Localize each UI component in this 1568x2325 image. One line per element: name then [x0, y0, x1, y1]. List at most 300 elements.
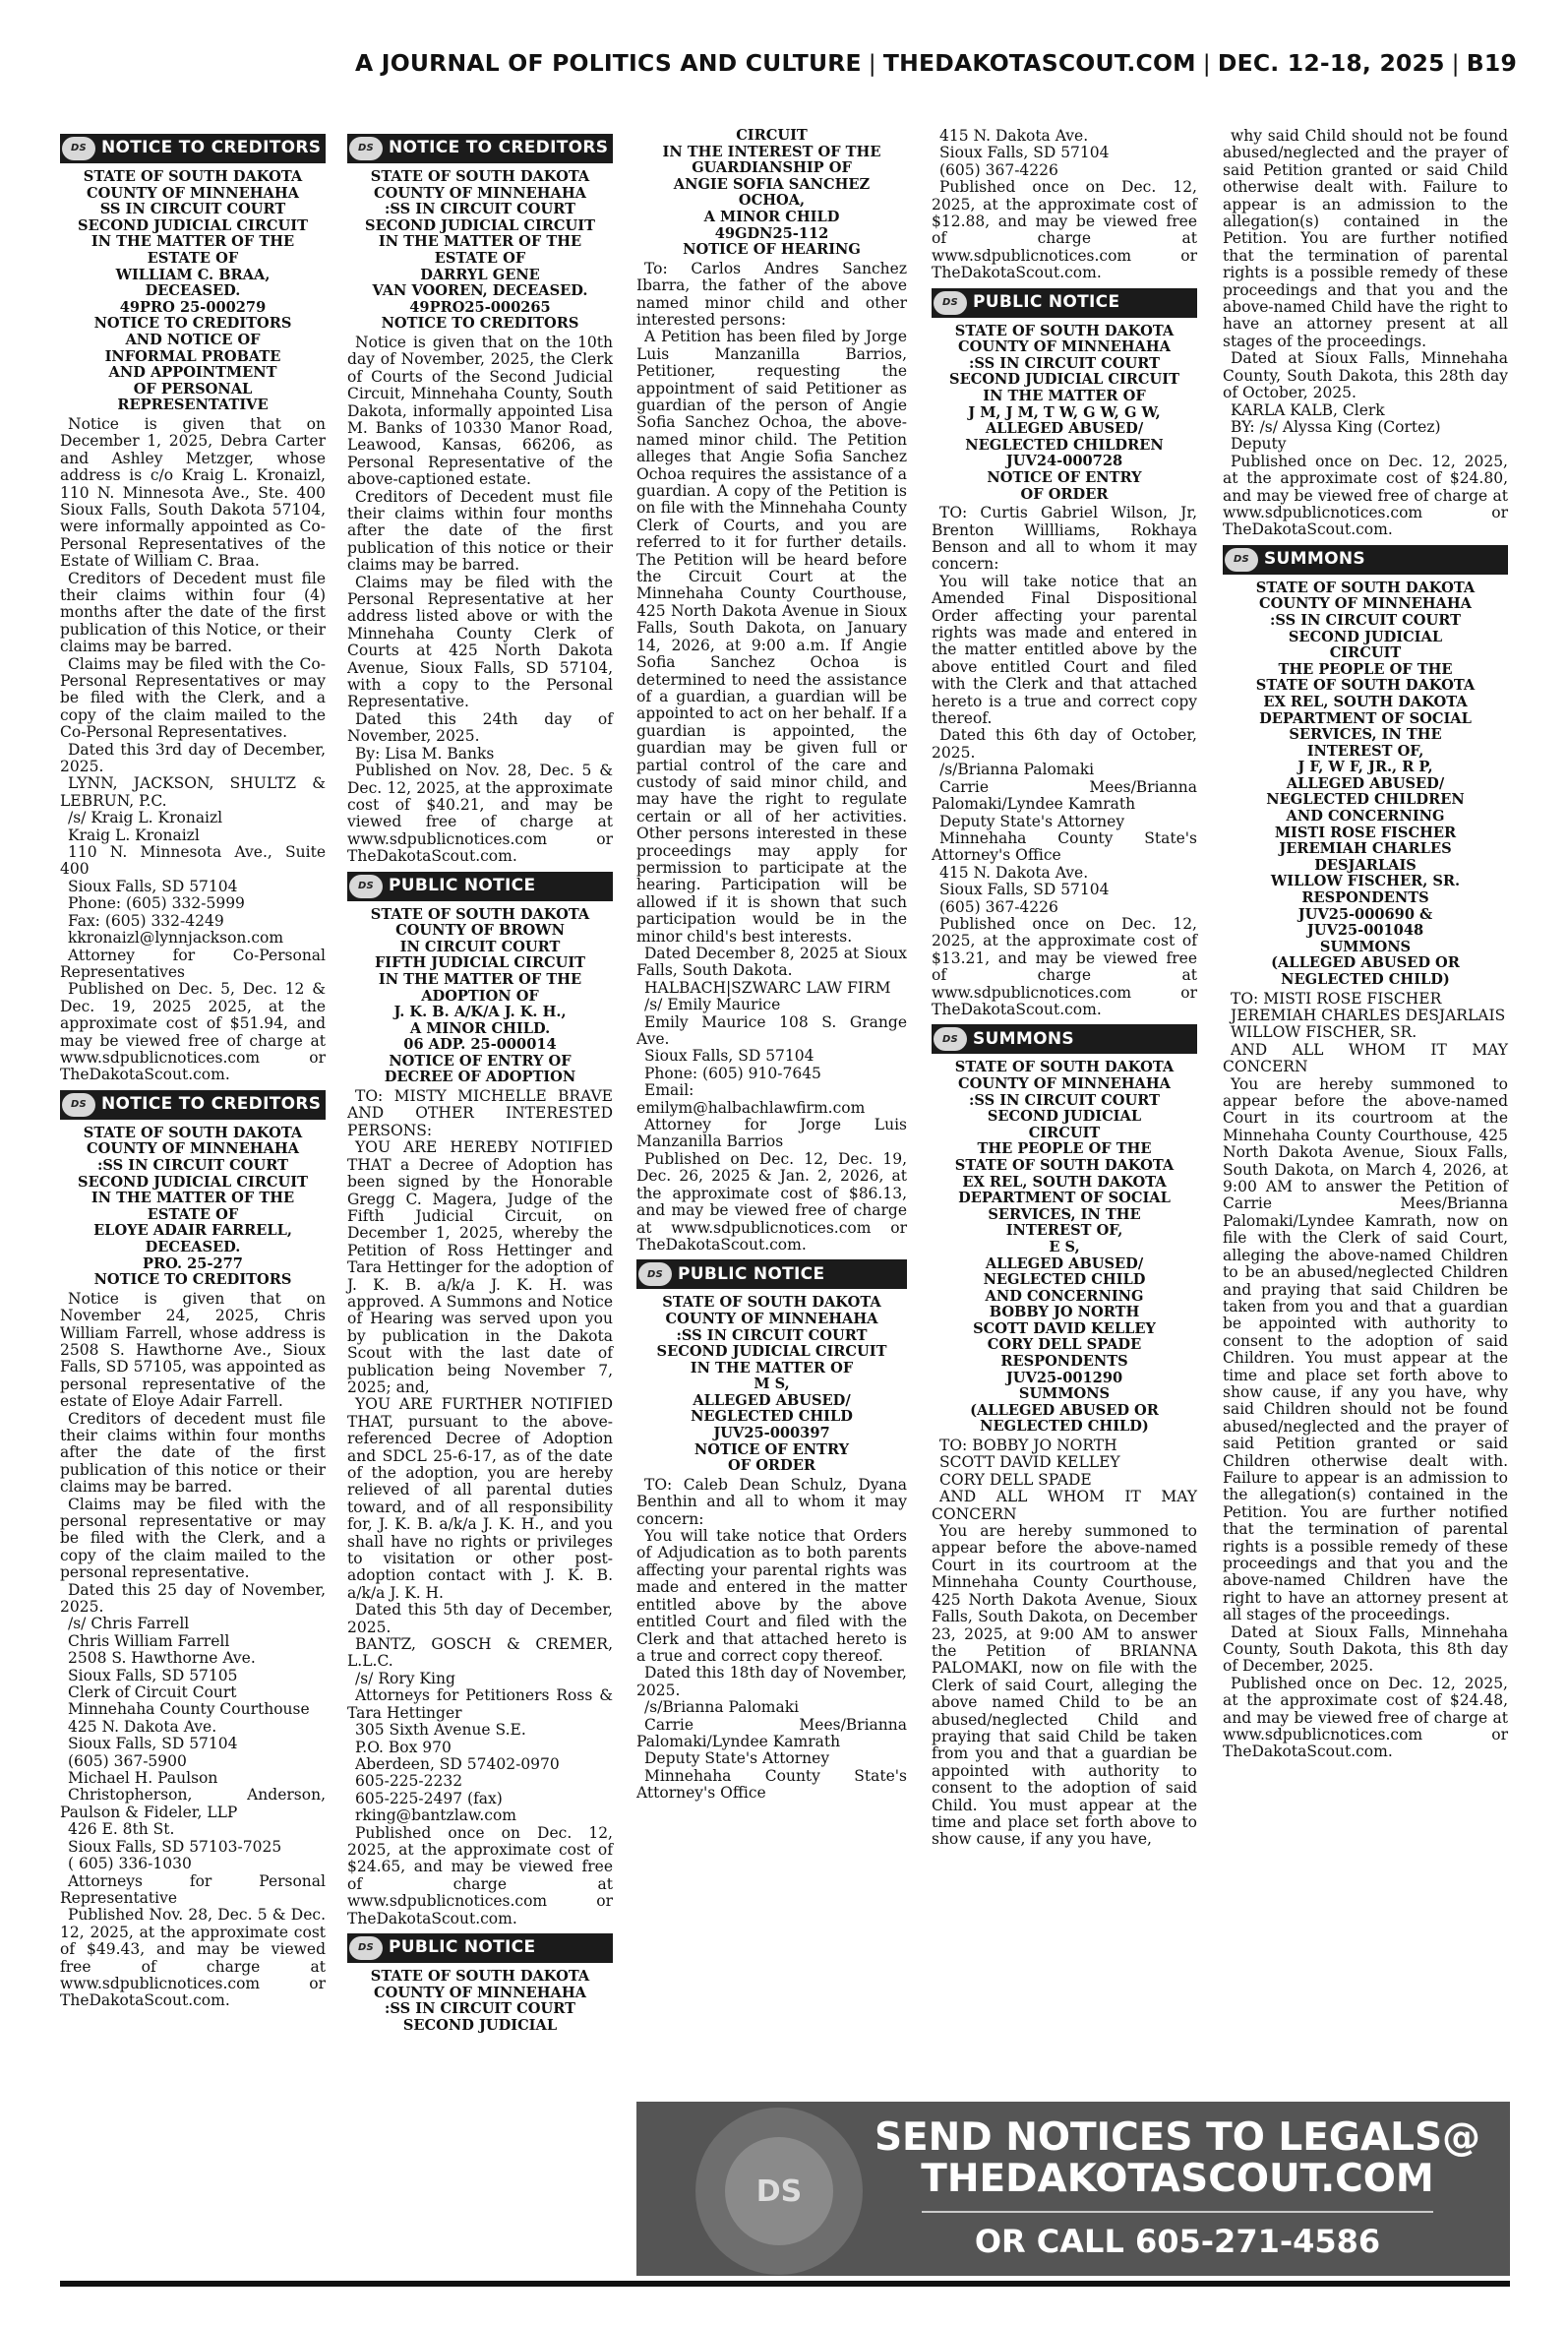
notice-paragraph: Minnehaha County State's Attorney's Office	[636, 1766, 907, 1803]
heading-line: OF PERSONAL	[133, 380, 253, 398]
heading-line: GUARDIANSHIP OF	[692, 159, 852, 177]
notice-paragraph: YOU ARE HEREBY NOTIFIED THAT a Decree of Adoption has been signed by the Honorable Gregg C. Magera, Judge of the Fifth Judicial Circuit, on December 1, 2025, whereby the Petition of Ross Hettinger and Tara Hettinger for the adoption of J. K. B. a/k/a J. K. H. was approved. A Summons and Notice of Hearing was served upon you by publication in the Dakota Scout with the last date of publication being November 7, 2025; and,	[347, 1138, 613, 1396]
heading-line: STATE OF SOUTH DAKOTA	[954, 322, 1175, 339]
heading-line: J M, J M, T W, G W, G W,	[968, 403, 1161, 421]
heading-line: :SS IN CIRCUIT COURT	[969, 354, 1160, 372]
notice-paragraph: Published once on Dec. 12, 2025, at the approximate cost of $24.80, and may be viewed free of charge at www.sdpublicnotices.com or TheDakotaScout.com.	[1223, 452, 1508, 539]
notice-paragraph: TO: MISTI ROSE FISCHER	[1231, 989, 1442, 1008]
heading-line: SCOTT DAVID KELLEY	[973, 1319, 1156, 1337]
journal-title: A JOURNAL OF POLITICS AND CULTURE	[355, 49, 862, 77]
notice-category-label: SUMMONS	[973, 1028, 1074, 1049]
dakota-scout-emblem-icon: DS	[349, 137, 383, 160]
heading-line: COUNTY OF BROWN	[395, 922, 565, 940]
column-4	[932, 127, 1197, 1849]
heading-line: :SS IN CIRCUIT COURT	[969, 1091, 1160, 1109]
notice-category-label: SUMMONS	[1264, 549, 1365, 570]
heading-line: STATE OF SOUTH DAKOTA	[370, 1967, 590, 1985]
notice-paragraph: Deputy State's Attorney	[939, 812, 1125, 830]
heading-line: OCHOA,	[738, 192, 806, 210]
notice-paragraph: Minnehaha County State's Attorney's Office	[932, 828, 1197, 865]
heading-line: SECOND JUDICIAL	[402, 2016, 558, 2034]
notice-paragraph: /s/ Emily Maurice	[644, 996, 781, 1014]
heading-line: STATE OF SOUTH DAKOTA	[370, 168, 590, 185]
notice-paragraph: Dated this 6th day of October, 2025.	[932, 726, 1197, 762]
notice-paragraph: Minnehaha County Courthouse	[68, 1700, 310, 1719]
heading-line: EX REL, SOUTH DAKOTA	[1263, 693, 1468, 710]
heading-line: 49PRO25-000265	[409, 298, 551, 316]
heading-line: SECOND JUDICIAL CIRCUIT	[365, 216, 595, 234]
notice-category-bar	[60, 134, 326, 163]
legal-notice	[636, 128, 907, 1254]
notice-paragraph: JEREMIAH CHARLES DESJARLAIS	[1231, 1007, 1506, 1024]
notice-paragraph: ( 605) 336-1030	[68, 1855, 192, 1873]
heading-line: THE PEOPLE OF THE	[1278, 660, 1453, 678]
heading-line: SECOND JUDICIAL CIRCUIT	[78, 1173, 308, 1191]
notice-body	[636, 261, 907, 1254]
heading-line: IN THE INTEREST OF THE	[662, 143, 881, 160]
notice-paragraph: Sioux Falls, SD 57105	[68, 1666, 238, 1684]
bottom-rule	[60, 2281, 1510, 2287]
heading-line: COUNTY OF MINNEHAHA	[374, 184, 586, 202]
notice-paragraph: Dated December 8, 2025 at Sioux Falls, South Dakota.	[636, 945, 907, 980]
notice-paragraph: 426 E. 8th St.	[68, 1820, 175, 1839]
heading-line: ESTATE OF	[434, 249, 526, 267]
notice-paragraph: Published once on Dec. 12, 2025, at the approximate cost of $24.48, and may be viewed free of charge at www.sdpublicnotices.com or TheDakotaScout.com.	[1223, 1674, 1508, 1761]
legal-notice	[932, 1024, 1197, 1848]
notice-heading	[636, 128, 907, 259]
heading-line: ALLEGED ABUSED/	[693, 1391, 851, 1409]
heading-line: STATE OF SOUTH DAKOTA	[954, 1059, 1175, 1076]
notice-paragraph: Published Nov. 28, Dec. 5 & Dec. 12, 2025, at the approximate cost of $49.43, and may be viewed free of charge at www.sdpublicnotices.com or TheDakotaScout.com.	[60, 1906, 326, 2010]
legal-notice	[1223, 128, 1508, 539]
notice-paragraph: Creditors of Decedent must file their claims within four (4) months after the date of the first publication of this Notice, or their claims may be barred.	[60, 569, 326, 656]
notice-paragraph: 2508 S. Hawthorne Ave.	[68, 1649, 256, 1668]
dakota-scout-emblem-icon: DS	[1225, 548, 1258, 572]
notice-paragraph: Published once on Dec. 12, 2025, at the approximate cost of $12.88, and may be viewed free of charge at www.sdpublicnotices.com or TheDakotaScout.com.	[932, 178, 1197, 282]
notice-heading	[347, 907, 613, 1087]
notice-category-label: NOTICE TO CREDITORS	[101, 138, 322, 158]
heading-line: IN CIRCUIT COURT	[399, 938, 561, 955]
heading-line: IN THE MATTER OF THE	[378, 233, 582, 251]
notice-paragraph: Published once on Dec. 12, 2025, at the approximate cost of $13.21, and may be viewed free of charge at www.sdpublicnotices.com or TheDakotaScout.com.	[932, 914, 1197, 1018]
notice-paragraph: Attorneys for Petitioners Ross & Tara Hettinger	[347, 1686, 613, 1722]
heading-line: SECOND JUDICIAL	[1288, 628, 1443, 645]
heading-line: ALLEGED ABUSED/	[985, 420, 1144, 438]
notice-paragraph: 110 N. Minnesota Ave., Suite 400	[60, 843, 326, 879]
heading-line: COUNTY OF MINNEHAHA	[665, 1310, 878, 1327]
heading-line: MISTI ROSE FISCHER	[1274, 824, 1457, 841]
legal-notice	[636, 1259, 907, 1802]
heading-line: IN THE MATTER OF	[690, 1359, 854, 1377]
notice-paragraph: Claims may be filed with the Personal Representative at her address listed above or with the Minnehaha County Clerk of Courts at 425 North Dakota Avenue, Sioux Falls, SD 57104, with a copy to the Personal Representative.	[347, 573, 613, 711]
notice-paragraph: Attorneys for Personal Representative	[60, 1871, 326, 1907]
heading-line: JUV25-001290	[1005, 1369, 1123, 1386]
heading-line: IN THE MATTER OF THE	[90, 233, 295, 251]
notice-heading	[60, 1126, 326, 1289]
header-separator: |	[1202, 49, 1211, 77]
heading-line: NEGLECTED CHILD	[691, 1408, 853, 1426]
notice-paragraph: /s/Brianna Palomaki	[644, 1698, 800, 1717]
heading-line: 49GDN25-112	[714, 224, 829, 242]
heading-line: ELOYE ADAIR FARRELL,	[93, 1222, 292, 1240]
notice-paragraph: Dated at Sioux Falls, Minnehaha County, South Dakota, this 8th day of December, 2025.	[1223, 1622, 1508, 1676]
heading-line: STATE OF SOUTH DAKOTA	[1255, 579, 1476, 596]
notice-paragraph: Sioux Falls, SD 57104	[939, 881, 1110, 899]
legal-notice	[932, 128, 1197, 282]
notice-heading	[60, 169, 326, 414]
dakota-scout-emblem-icon: DS	[349, 1936, 383, 1960]
heading-line: JUV24-000728	[1005, 453, 1123, 470]
notice-heading	[347, 1969, 613, 2034]
notice-paragraph: Carrie Mees/Brianna Palomaki/Lyndee Kamrath	[932, 777, 1197, 814]
heading-line: J F, W F, JR., R P,	[1297, 759, 1433, 776]
heading-line: AND CONCERNING	[985, 1287, 1144, 1305]
heading-line: ALLEGED ABUSED/	[1286, 774, 1445, 792]
notice-paragraph: TO: Caleb Dean Schulz, Dyana Benthin and all to whom it may concern:	[636, 1475, 907, 1528]
heading-line: JUV25-000690 &	[1297, 905, 1433, 923]
notice-paragraph: 425 N. Dakota Ave.	[68, 1717, 217, 1736]
heading-line: IN THE MATTER OF THE	[90, 1190, 295, 1207]
heading-line: CIRCUIT	[736, 127, 808, 144]
heading-line: :SS IN CIRCUIT COURT	[676, 1326, 868, 1344]
notice-paragraph: Published on Dec. 5, Dec. 12 & Dec. 19, 2025 2025, at the approximate cost of $51.94, and may be viewed free of charge at www.sdpublicnotices.com or TheDakotaScout.com.	[60, 980, 326, 1084]
heading-line: ANGIE SOFIA SANCHEZ	[673, 175, 871, 193]
site-name: THEDAKOTASCOUT.COM	[882, 49, 1196, 77]
legal-notice	[932, 288, 1197, 1019]
notice-paragraph: Claims may be filed with the Co-Personal Representatives or may be filed with the Clerk, and a copy of the claim mailed to the Co-Personal Representatives.	[60, 654, 326, 742]
legal-notice	[347, 872, 613, 1927]
dakota-scout-emblem-icon: DS	[934, 1027, 967, 1051]
notice-paragraph: Fax: (605) 332-4249	[68, 911, 224, 930]
heading-line: NOTICE TO CREDITORS	[381, 315, 579, 333]
heading-line: ADOPTION OF	[421, 987, 539, 1005]
notice-body	[932, 128, 1197, 282]
notice-body	[636, 1477, 907, 1803]
notice-paragraph: To: Carlos Andres Sanchez Ibarra, the father of the above named minor child and other interested persons:	[636, 259, 907, 329]
heading-line: INTEREST OF,	[1306, 742, 1424, 760]
notice-paragraph: You are hereby summoned to appear before the above-named Court in its courtroom at the Minnehaha County Courthouse, 425 North Dakota Avenue, Sioux Falls, South Dakota, on March 4, 2026, at 9:00 AM to answer the Petition of Carrie Mees/Brianna Palomaki/Lyndee Kamrath, now on file with the Clerk of said Court, alleging the above-named Children to be an abused/neglected Children and praying that said Children be taken from you and that a guardian be appointed with authority to consent to the adoption of said Children. You must appear at the time and place set forth above to show cause, if any you have, why said Children should not be found abused/neglected and the prayer of said Petition granted or said Children otherwise dealt with. Failure to appear is an admission to the allegation(s) contained in the Petition. You are further notified that the termination of parental rights is a possible remedy of these proceedings and that you and the above-named Children have the right to have an attorney present at all stages of the proceedings.	[1223, 1074, 1508, 1624]
notice-paragraph: Notice is given that on the 10th day of November, 2025, the Clerk of Courts of the Second Judicial Circuit, Minnehaha County, South Dakota, informally appointed Lisa M. Banks of 10330 Manor Road, Leawood, Kansas, 66206, as Personal Representative of the above-captioned estate.	[347, 333, 613, 489]
heading-line: M S,	[754, 1376, 790, 1393]
heading-line: JUV25-000397	[713, 1425, 830, 1442]
heading-line: ALLEGED ABUSED/	[985, 1254, 1144, 1272]
heading-line: DEPARTMENT OF SOCIAL	[1259, 709, 1472, 727]
notice-paragraph: Dated this 3rd day of December, 2025.	[60, 740, 326, 776]
heading-line: NOTICE TO CREDITORS	[93, 1271, 292, 1289]
heading-line: NOTICE OF ENTRY	[694, 1440, 850, 1458]
notice-paragraph: Sioux Falls, SD 57104	[68, 877, 238, 895]
heading-line: WILLOW FISCHER, SR.	[1270, 873, 1461, 890]
notice-heading	[932, 324, 1197, 504]
notice-category-bar	[60, 1090, 326, 1120]
heading-line: NOTICE TO CREDITORS	[93, 315, 292, 333]
notice-paragraph: Published on Nov. 28, Dec. 5 & Dec. 12, 2025, at the approximate cost of $40.21, and may be viewed free of charge at www.sdpublicnotices.com or TheDakotaScout.com.	[347, 762, 613, 866]
logo-mark: DS	[725, 2137, 833, 2245]
notice-paragraph: Dated this 24th day of November, 2025.	[347, 709, 613, 746]
heading-line: DECREE OF ADOPTION	[384, 1069, 576, 1086]
heading-line: SS IN CIRCUIT COURT	[99, 201, 286, 218]
heading-line: COUNTY OF MINNEHAHA	[958, 338, 1171, 356]
legal-notice	[60, 1090, 326, 2010]
heading-line: AND CONCERNING	[1286, 808, 1445, 826]
heading-line: PRO. 25-277	[143, 1254, 243, 1272]
heading-line: CIRCUIT	[1329, 644, 1402, 662]
heading-line: 49PRO 25-000279	[119, 298, 267, 316]
notice-heading	[347, 169, 613, 333]
notice-paragraph: (605) 367-5900	[68, 1751, 187, 1770]
heading-line: CORY DELL SPADE	[987, 1336, 1142, 1354]
heading-line: SECOND JUDICIAL CIRCUIT	[949, 371, 1179, 389]
notice-paragraph: 415 N. Dakota Ave.	[939, 127, 1089, 145]
heading-line: DEPARTMENT OF SOCIAL	[958, 1190, 1171, 1207]
notice-paragraph: Attorney for Jorge Luis Manzanilla Barrios	[636, 1116, 907, 1151]
notice-paragraph: rking@bantzlaw.com	[355, 1806, 516, 1825]
heading-line: JEREMIAH CHARLES	[1279, 840, 1452, 858]
notice-category-bar	[636, 1259, 907, 1289]
notice-category-label: PUBLIC NOTICE	[678, 1263, 825, 1284]
banner-phone-line: OR CALL 605-271-4586	[974, 2223, 1381, 2260]
heading-line: NEGLECTED CHILD)	[1281, 971, 1450, 988]
notice-paragraph: Emily Maurice 108 S. Grange Ave.	[636, 1012, 907, 1049]
notice-paragraph: YOU ARE FURTHER NOTIFIED THAT, pursuant to the above-referenced Decree of Adoption and SDCL 25-6-17, as of the date of the adoption, you are hereby relieved of all parental duties toward, and of all responsibility for, J. K. B. a/k/a J. K. H., and you shall have no rights or privileges to visitation or other post-adoption contact with J. K. B. a/k/a J. K. H.	[347, 1395, 613, 1602]
heading-line: EX REL, SOUTH DAKOTA	[962, 1173, 1167, 1191]
header-separator: |	[868, 49, 876, 77]
heading-line: OF ORDER	[728, 1457, 815, 1475]
heading-line: J. K. B. A/K/A J. K. H.,	[393, 1004, 567, 1021]
notice-paragraph: /s/ Rory King	[355, 1669, 455, 1687]
notice-paragraph: Kraig L. Kronaizl	[68, 826, 200, 844]
notice-paragraph: By: Lisa M. Banks	[355, 744, 495, 763]
notice-paragraph: BY: /s/ Alyssa King (Cortez)	[1231, 417, 1441, 436]
notice-paragraph: Dated this 18th day of November, 2025.	[636, 1664, 907, 1699]
heading-line: NEGLECTED CHILD	[983, 1271, 1146, 1289]
notice-paragraph: Dated at Sioux Falls, Minnehaha County, South Dakota, this 28th day of October, 2025.	[1223, 349, 1508, 402]
notice-category-bar	[347, 872, 613, 901]
heading-line: SERVICES, IN THE	[1289, 726, 1442, 744]
legal-notice	[347, 134, 613, 866]
heading-line: AND APPOINTMENT	[108, 364, 277, 382]
notice-category-label: NOTICE TO CREDITORS	[389, 138, 609, 158]
column-2	[347, 128, 613, 2096]
notice-category-label: NOTICE TO CREDITORS	[101, 1094, 322, 1115]
legal-notice	[1223, 545, 1508, 1761]
heading-line: NEGLECTED CHILDREN	[1266, 791, 1465, 809]
heading-line: :SS IN CIRCUIT COURT	[1270, 611, 1461, 629]
notice-paragraph: A Petition has been filed by Jorge Luis Manzanilla Barrios, Petitioner, requesting the appointment of said Petitioner as guardian of the person of Angie Sofia Sanchez Ochoa, the above-named minor child. The Petition alleges that Angie Sofia Sanchez Ochoa requires the assistance of a guardian. A copy of the Petition is on file with the Minnehaha County Clerk of Courts, and you are referred to it for further details. The Petition will be heard before the Circuit Court at the Minnehaha County Courthouse, 425 North Dakota Avenue in Sioux Falls, South Dakota, on January 14, 2026, at 9:00 a.m. If Angie Sofia Sanchez Ochoa is determined to need the assistance of a guardian, a guardian will be appointed to act on her behalf. If a guardian is appointed, the guardian may be given full or partial control of the care and custody of said minor child, and may have the right to regulate certain or all of her activities. Other persons interested in these proceedings may apply for permission to participate at the hearing. Participation will be allowed if it is shown that such participation would be in the minor child's best interests.	[636, 328, 907, 946]
heading-line: DECEASED.	[145, 1238, 241, 1255]
heading-line: IN THE MATTER OF	[983, 388, 1146, 405]
notice-category-label: PUBLIC NOTICE	[389, 875, 536, 895]
heading-line: COUNTY OF MINNEHAHA	[87, 1140, 299, 1158]
heading-line: BOBBY JO NORTH	[989, 1304, 1140, 1321]
notice-paragraph: Attorney for Co-Personal Representatives	[60, 946, 326, 981]
submission-banner	[636, 2102, 1510, 2276]
heading-line: ESTATE OF	[147, 1205, 239, 1223]
banner-divider	[922, 2211, 1433, 2213]
notice-paragraph: Notice is given that on November 24, 2025, Chris William Farrell, whose address is 2508 S. Hawthorne Ave., Sioux Falls, SD 57105, was appointed as personal representative of the estate of Eloye Adair Farrell.	[60, 1289, 326, 1411]
notice-body	[60, 416, 326, 1084]
column-5	[1223, 127, 1508, 1761]
heading-line: STATE OF SOUTH DAKOTA	[662, 1294, 881, 1312]
heading-line: E S,	[1049, 1238, 1080, 1255]
legal-notice	[60, 134, 326, 1084]
notice-body	[60, 1291, 326, 2010]
notice-category-bar	[932, 288, 1197, 318]
notice-paragraph: KARLA KALB, Clerk	[1231, 400, 1385, 419]
notice-paragraph: (605) 367-4226	[939, 897, 1058, 916]
notice-heading	[1223, 581, 1508, 989]
notice-paragraph: Claims may be filed with the personal representative or may be filed with the Clerk, and a copy of the claim mailed to the personal representative.	[60, 1495, 326, 1582]
heading-line: INTEREST OF,	[1005, 1222, 1123, 1240]
notice-paragraph: kkronaizl@lynnjackson.com	[68, 929, 284, 948]
notice-paragraph: Sioux Falls, SD 57103-7025	[68, 1837, 282, 1856]
notice-paragraph: Chris William Farrell	[68, 1631, 230, 1650]
notice-body	[347, 1088, 613, 1927]
notice-category-bar	[347, 1933, 613, 1963]
heading-line: SECOND JUDICIAL CIRCUIT	[656, 1343, 887, 1361]
notice-paragraph: Clerk of Circuit Court	[68, 1683, 237, 1702]
notice-paragraph: P.O. Box 970	[355, 1738, 452, 1756]
notice-paragraph: 605-225-2232	[355, 1772, 463, 1791]
notice-heading	[932, 1060, 1197, 1436]
notice-paragraph: Christopherson, Anderson, Paulson & Fideler, LLP	[60, 1786, 326, 1821]
notice-paragraph: Deputy State's Attorney	[644, 1749, 830, 1768]
heading-line: :SS IN CIRCUIT COURT	[385, 2000, 575, 2018]
heading-line: SECOND JUDICIAL CIRCUIT	[78, 216, 308, 234]
notice-paragraph: You will take notice that Orders of Adjudication as to both parents affecting your parental rights was made and entered in the matter entitled above by the above entitled Court and filed with the Clerk and that attached hereto is a true and correct copy thereof.	[636, 1527, 907, 1665]
notice-paragraph: Phone: (605) 910-7645	[644, 1064, 821, 1082]
page-header	[0, 49, 1517, 83]
heading-line: NEGLECTED CHILDREN	[965, 436, 1164, 454]
notice-category-label: PUBLIC NOTICE	[389, 1937, 536, 1958]
heading-line: AND NOTICE OF	[125, 331, 261, 348]
issue-date: DEC. 12-18, 2025	[1217, 49, 1445, 77]
notice-paragraph: /s/ Chris Farrell	[68, 1615, 190, 1633]
notice-paragraph: 305 Sixth Avenue S.E.	[355, 1721, 526, 1740]
notice-category-bar	[1223, 545, 1508, 575]
heading-line: A MINOR CHILD	[703, 208, 840, 225]
notice-paragraph: /s/Brianna Palomaki	[939, 761, 1095, 779]
header-separator: |	[1451, 49, 1460, 77]
heading-line: STATE OF SOUTH DAKOTA	[83, 1124, 303, 1141]
notice-category-label: PUBLIC NOTICE	[973, 291, 1120, 312]
heading-line: SUMMONS	[1319, 938, 1412, 955]
heading-line: :SS IN CIRCUIT COURT	[97, 1156, 288, 1174]
column-1	[60, 128, 326, 2096]
notice-paragraph: TO: Curtis Gabriel Wilson, Jr, Brenton Willliams, Rokhaya Benson and all to whom it may concern:	[932, 504, 1197, 574]
heading-line: (ALLEGED ABUSED OR	[1271, 954, 1460, 972]
heading-line: DARRYL GENE	[420, 266, 540, 283]
heading-line: STATE OF SOUTH DAKOTA	[954, 1156, 1175, 1174]
legal-notice	[347, 1933, 613, 2034]
notice-paragraph: You will take notice that an Amended Final Dispositional Order affecting your parental rights was made and entered in the matter entitled above by the above entitled Court and filed with the Clerk and that attached hereto is a true and correct copy thereof.	[932, 572, 1197, 728]
heading-line: SECOND JUDICIAL	[987, 1108, 1142, 1126]
notice-paragraph: Dated this 5th day of December, 2025.	[347, 1601, 613, 1636]
heading-line: RESPONDENTS	[1000, 1353, 1128, 1371]
dakota-scout-emblem-icon: DS	[349, 875, 383, 898]
notice-body	[347, 335, 613, 866]
heading-line: DECEASED.	[145, 282, 241, 300]
notice-paragraph: SCOTT DAVID KELLEY	[939, 1453, 1120, 1472]
dakota-scout-emblem-icon: DS	[638, 1262, 672, 1286]
heading-line: COUNTY OF MINNEHAHA	[1259, 595, 1472, 613]
heading-line: STATE OF SOUTH DAKOTA	[370, 905, 590, 923]
heading-line: VAN VOOREN, DECEASED.	[372, 282, 588, 300]
heading-line: COUNTY OF MINNEHAHA	[374, 1984, 586, 2001]
heading-line: THE PEOPLE OF THE	[977, 1140, 1152, 1158]
heading-line: A MINOR CHILD.	[409, 1019, 551, 1037]
notice-paragraph: Notice is given that on December 1, 2025, Debra Carter and Ashley Metzger, whose address is c/o Kraig L. Kronaizl, 110 N. Minnesota Ave., Ste. 400 Sioux Falls, South Dakota 57104, were informally appointed as Co-Personal Representatives of the Estate of William C. Braa.	[60, 414, 326, 571]
heading-line: NEGLECTED CHILD)	[980, 1418, 1149, 1436]
notice-paragraph: LYNN, JACKSON, SHULTZ & LEBRUN, P.C.	[60, 774, 326, 810]
heading-line: NOTICE OF ENTRY	[987, 469, 1142, 486]
column-3	[636, 127, 907, 1803]
notice-paragraph: Sioux Falls, SD 57104	[644, 1047, 814, 1066]
banner-email-line: SEND NOTICES TO LEGALS@	[874, 2115, 1481, 2160]
notice-paragraph: /s/ Kraig L. Kronaizl	[68, 809, 223, 827]
notice-paragraph: Email: emilym@halbachlawfirm.com	[636, 1081, 866, 1117]
banner-domain-line: THEDAKOTASCOUT.COM	[921, 2157, 1434, 2201]
notice-body	[932, 505, 1197, 1018]
heading-line: 06 ADP. 25-000014	[403, 1036, 557, 1054]
notice-paragraph: (605) 367-4226	[939, 160, 1058, 179]
heading-line: :SS IN CIRCUIT COURT	[385, 201, 575, 218]
notice-paragraph: Creditors of decedent must file their claims within four months after the date of the first publication of this notice or their claims may be barred.	[60, 1409, 326, 1497]
notice-paragraph: Phone: (605) 332-5999	[68, 894, 245, 913]
notice-paragraph: AND ALL WHOM IT MAY CONCERN	[932, 1488, 1197, 1523]
heading-line: STATE OF SOUTH DAKOTA	[83, 168, 303, 185]
notice-category-bar	[932, 1024, 1197, 1054]
notice-paragraph: Carrie Mees/Brianna Palomaki/Lyndee Kamrath	[636, 1715, 907, 1750]
heading-line: SERVICES, IN THE	[988, 1205, 1141, 1223]
notice-paragraph: Aberdeen, SD 57402-0970	[355, 1754, 560, 1773]
notice-paragraph: Sioux Falls, SD 57104	[939, 144, 1110, 162]
heading-line: NOTICE OF ENTRY OF	[389, 1052, 572, 1070]
notice-paragraph: WILLOW FISCHER, SR.	[1231, 1023, 1417, 1042]
notice-paragraph: AND ALL WHOM IT MAY CONCERN	[1223, 1040, 1508, 1076]
notice-paragraph: why said Child should not be found abused/neglected and the prayer of said Petition granted or said Child otherwise dealt with. Failure to appear is an admission to the allegation(s) contained in the Petition. You are further notified that the termination of parental rights is a possible remedy of these proceedings and that you and the above-named Child have the right to have an attorney present at all stages of the proceedings.	[1223, 127, 1508, 350]
notice-paragraph: TO: BOBBY JO NORTH	[939, 1437, 1117, 1455]
notice-paragraph: 605-225-2497 (fax)	[355, 1789, 503, 1807]
notice-body	[1223, 991, 1508, 1761]
heading-line: COUNTY OF MINNEHAHA	[87, 184, 299, 202]
heading-line: IN THE MATTER OF THE	[378, 970, 582, 988]
notice-paragraph: Sioux Falls, SD 57104	[68, 1735, 238, 1753]
heading-line: OF ORDER	[1020, 485, 1109, 503]
notice-category-bar	[347, 134, 613, 163]
notice-paragraph: BANTZ, GOSCH & CREMER, L.L.C.	[347, 1635, 613, 1671]
notice-paragraph: CORY DELL SPADE	[939, 1470, 1092, 1489]
heading-line: (ALLEGED ABUSED OR	[970, 1401, 1159, 1419]
notice-paragraph: Dated this 25 day of November, 2025.	[60, 1580, 326, 1616]
heading-line: JUV25-001048	[1306, 922, 1424, 940]
notice-paragraph: Creditors of Decedent must file their claims within four months after the date of the first publication of this notice or their claims may be barred.	[347, 487, 613, 575]
notice-paragraph: HALBACH|SZWARC LAW FIRM	[644, 978, 891, 997]
notice-paragraph: You are hereby summoned to appear before the above-named Court in its courtroom at the Minnehaha County Courthouse, 425 North Dakota Avenue, Sioux Falls, South Dakota, on December 23, 2025, at 9:00 AM to answer the Petition of BRIANNA PALOMAKI, now on file with the Clerk of said Court, alleging the above named Child to be an abused/neglected Child and praying that said Child be taken from you and that a guardian be appointed with authority to consent to the adoption of said Child. You must appear at the time and place set forth above to show cause, if any you have,	[932, 1522, 1197, 1849]
heading-line: INFORMAL PROBATE	[104, 347, 281, 365]
notice-body	[932, 1438, 1197, 1849]
heading-line: STATE OF SOUTH DAKOTA	[1255, 677, 1476, 695]
heading-line: DESJARLAIS	[1314, 856, 1417, 874]
heading-line: COUNTY OF MINNEHAHA	[958, 1074, 1171, 1092]
notice-paragraph: Michael H. Paulson	[68, 1769, 218, 1788]
heading-line: CIRCUIT	[1028, 1124, 1101, 1141]
notice-body	[1223, 128, 1508, 539]
dakota-scout-logo-icon	[695, 2108, 863, 2275]
heading-line: ESTATE OF	[147, 249, 239, 267]
notice-paragraph: TO: MISTY MICHELLE BRAVE AND OTHER INTERESTED PERSONS:	[347, 1087, 613, 1139]
heading-line: FIFTH JUDICIAL CIRCUIT	[374, 954, 586, 972]
